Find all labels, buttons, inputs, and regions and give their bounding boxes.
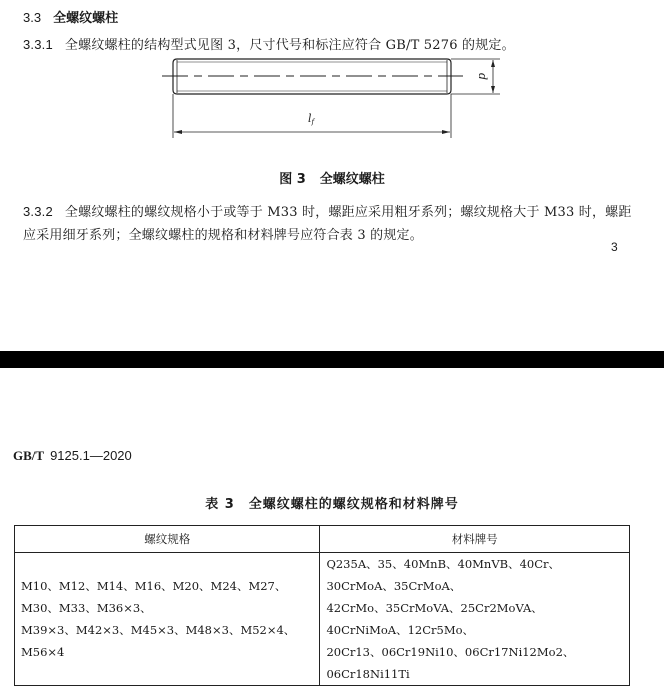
material-line: Q235A、35、40MnB、40MnVB、40Cr、30CrMoA、35CrMoA、 — [326, 557, 561, 593]
clause-text: 全螺纹螺柱的结构型式见图 3，尺寸代号和标注应符合 GB/T 5276 的规定。 — [64, 38, 515, 53]
cell-material — [320, 553, 630, 686]
header-material: 材料牌号 — [320, 526, 630, 553]
figure-title: 全螺纹螺柱 — [319, 172, 385, 187]
header-thread-spec: 螺纹规格 — [15, 526, 320, 553]
stud-drawing-figure — [0, 50, 664, 150]
standard-prefix: GB/T — [13, 448, 45, 463]
section-title: 全螺纹螺柱 — [53, 11, 119, 26]
section-heading — [23, 7, 118, 26]
material-line: 42CrMo、35CrMoVA、25Cr2MoVA、40CrNiMoA、12Cr5Mo、 — [326, 601, 543, 637]
stud-outline — [173, 59, 451, 94]
length-label: lf — [308, 112, 315, 126]
figure-caption — [0, 168, 664, 187]
spec-table — [14, 525, 630, 686]
thread-spec-line: M39×3、M42×3、M45×3、M48×3、M52×4、M56×4 — [21, 623, 296, 659]
table-caption — [0, 493, 664, 512]
cell-thread-spec — [15, 553, 320, 686]
clause-3-3-2 — [23, 200, 643, 247]
clause-text: 全螺纹螺柱的螺纹规格小于或等于 M33 时，螺距应采用粗牙系列；螺纹规格大于 M33 时，螺距应采用细牙系列；全螺纹螺柱的规格和材料牌号应符合表 3 的规定。 — [23, 205, 632, 243]
material-line: 20Cr13、06Cr19Ni10、06Cr17Ni12Mo2、06Cr18Ni11Ti — [326, 645, 575, 681]
clause-number: 3.3.1 — [23, 37, 53, 52]
table-row — [15, 553, 630, 686]
page-separator-bar — [0, 351, 664, 368]
section-number: 3.3 — [23, 10, 42, 25]
table-number: 表 3 — [205, 497, 235, 512]
diameter-label: d — [476, 73, 489, 81]
standard-code-header — [13, 448, 132, 464]
standard-number: 9125.1—2020 — [50, 448, 132, 463]
table-header-row — [15, 526, 630, 553]
clause-number: 3.3.2 — [23, 204, 53, 219]
page-number: 3 — [611, 240, 618, 254]
thread-spec-line: M10、M12、M14、M16、M20、M24、M27、M30、M33、M36×3、 — [21, 579, 287, 615]
figure-number: 图 3 — [279, 172, 306, 187]
table-title: 全螺纹螺柱的螺纹规格和材料牌号 — [248, 497, 459, 512]
